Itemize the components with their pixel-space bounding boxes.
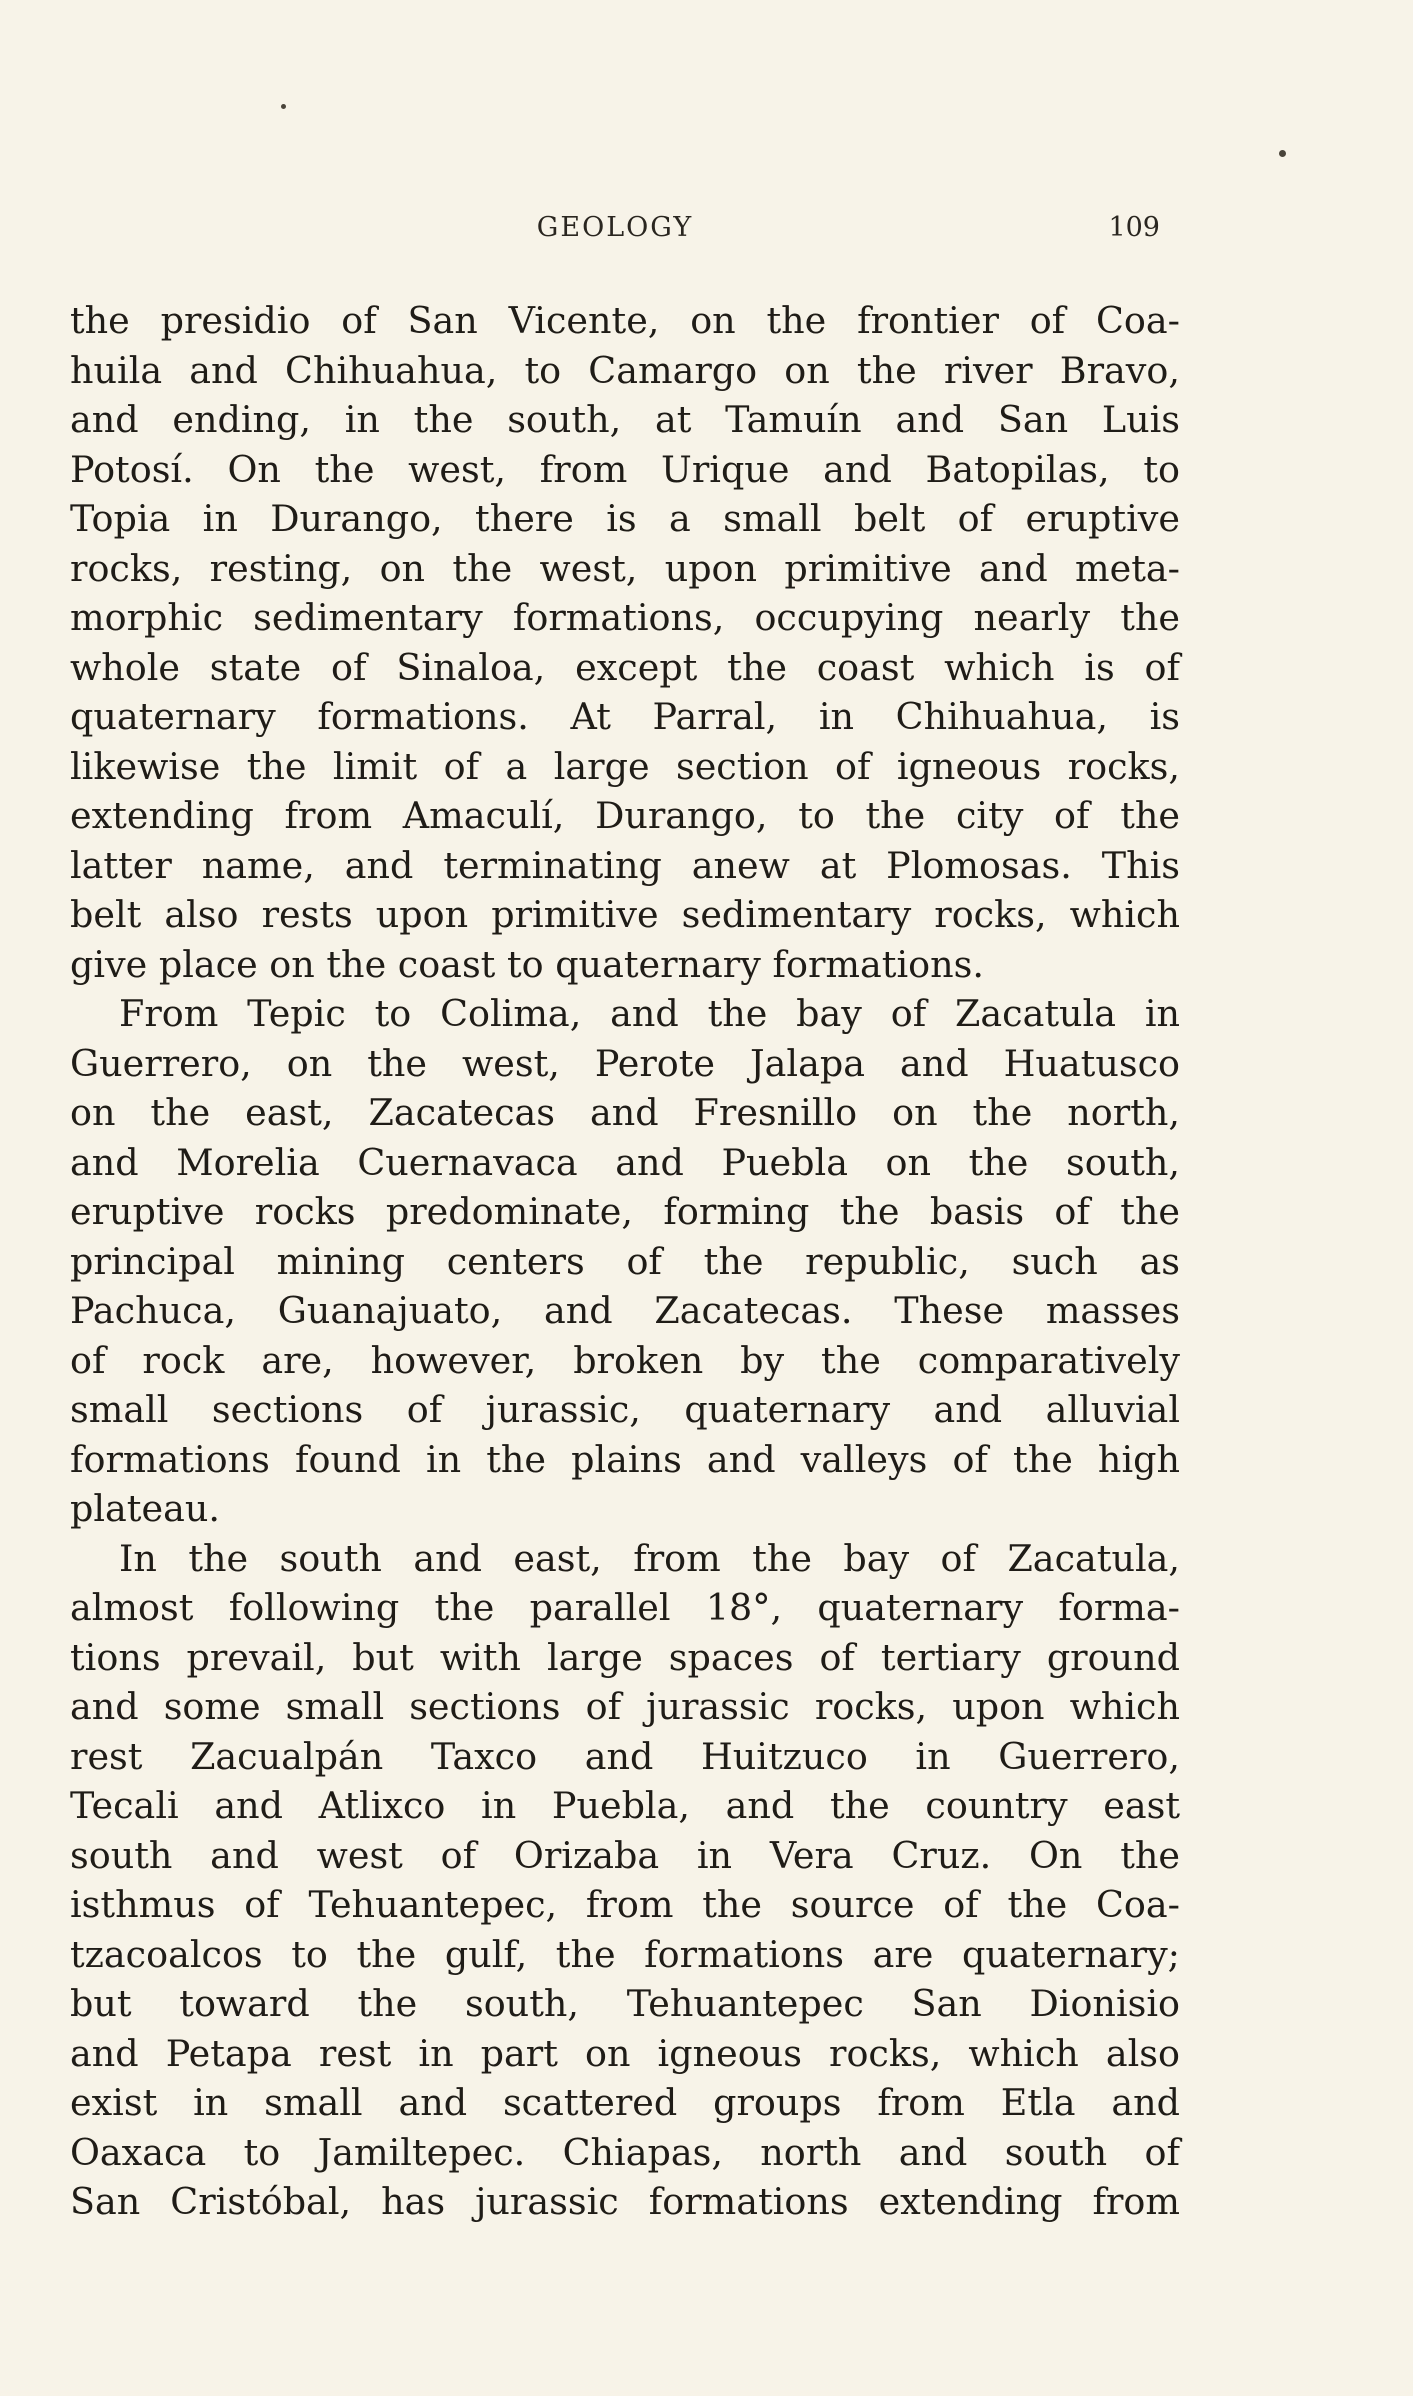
text-line: formations found in the plains and valleys of the high bbox=[70, 1437, 1180, 1481]
text-line: plateau. bbox=[70, 1487, 220, 1530]
text-line: likewise the limit of a large section of igneous rocks, bbox=[70, 744, 1180, 788]
text-line: Potosí. On the west, from Urique and Batopilas, to bbox=[70, 447, 1180, 491]
text-line: San Cristóbal, has jurassic formations extending from bbox=[70, 2180, 1180, 2223]
text-line: whole state of Sinaloa, except the coast which is of bbox=[70, 645, 1180, 689]
running-title: GEOLOGY bbox=[536, 212, 694, 243]
text-line: From Tepic to Colima, and the bay of Zacatula in bbox=[119, 992, 1180, 1035]
text-line: the presidio of San Vicente, on the frontier of Coa- bbox=[70, 299, 1180, 342]
text-line: and some small sections of jurassic rocks, upon which bbox=[70, 1685, 1180, 1728]
page-number: 109 bbox=[1108, 212, 1160, 243]
text-line: almost following the parallel 18°, quaternary forma- bbox=[70, 1586, 1180, 1629]
text-line: of rock are, however, broken by the comparatively bbox=[70, 1338, 1180, 1382]
text-line: and ending, in the south, at Tamuín and San Luis bbox=[70, 398, 1180, 441]
text-line: and Petapa rest in part on igneous rocks, which also bbox=[70, 2031, 1180, 2075]
text-line: Tecali and Atlixco in Puebla, and the country east bbox=[70, 1784, 1180, 1827]
text-line: but toward the south, Tehuantepec San Dionisio bbox=[70, 1982, 1180, 2025]
text-line: give place on the coast to quaternary formations. bbox=[70, 942, 984, 986]
body-text bbox=[70, 296, 1180, 2227]
text-line: and Morelia Cuernavaca and Puebla on the south, bbox=[70, 1140, 1180, 1184]
ink-speck bbox=[1279, 150, 1286, 157]
text-line: south and west of Orizaba in Vera Cruz. On the bbox=[70, 1833, 1180, 1877]
text-line: small sections of jurassic, quaternary and alluvial bbox=[70, 1388, 1180, 1431]
text-line: rocks, resting, on the west, upon primitive and meta- bbox=[70, 546, 1180, 590]
text-line: eruptive rocks predominate, forming the basis of the bbox=[70, 1190, 1180, 1233]
text-line: Pachuca, Guanajuato, and Zacatecas. These masses bbox=[70, 1289, 1180, 1332]
text-line: on the east, Zacatecas and Fresnillo on the north, bbox=[70, 1091, 1180, 1134]
text-line: quaternary formations. At Parral, in Chihuahua, is bbox=[70, 695, 1180, 738]
text-line: exist in small and scattered groups from Etla and bbox=[70, 2081, 1180, 2124]
text-line: In the south and east, from the bay of Zacatula, bbox=[119, 1536, 1180, 1580]
text-line: Guerrero, on the west, Perote Jalapa and Huatusco bbox=[70, 1041, 1180, 1085]
text-line: morphic sedimentary formations, occupying nearly the bbox=[70, 596, 1180, 639]
text-line: tions prevail, but with large spaces of tertiary ground bbox=[70, 1635, 1180, 1679]
text-line: Oaxaca to Jamiltepec. Chiapas, north and south of bbox=[70, 2130, 1180, 2174]
text-line: extending from Amaculí, Durango, to the city of the bbox=[70, 794, 1180, 837]
ink-speck bbox=[281, 104, 286, 109]
text-line: principal mining centers of the republic, such as bbox=[70, 1239, 1180, 1283]
text-line: tzacoalcos to the gulf, the formations are quaternary; bbox=[70, 1932, 1180, 1976]
text-line: huila and Chihuahua, to Camargo on the river Bravo, bbox=[70, 348, 1180, 392]
text-line: latter name, and terminating anew at Plomosas. This bbox=[70, 843, 1180, 887]
text-line: Topia in Durango, there is a small belt of eruptive bbox=[70, 497, 1180, 540]
running-header bbox=[70, 212, 1160, 252]
text-line: belt also rests upon primitive sedimentary rocks, which bbox=[70, 893, 1180, 936]
text-line: rest Zacualpán Taxco and Huitzuco in Guerrero, bbox=[70, 1734, 1180, 1778]
text-line: isthmus of Tehuantepec, from the source of the Coa- bbox=[70, 1883, 1180, 1926]
